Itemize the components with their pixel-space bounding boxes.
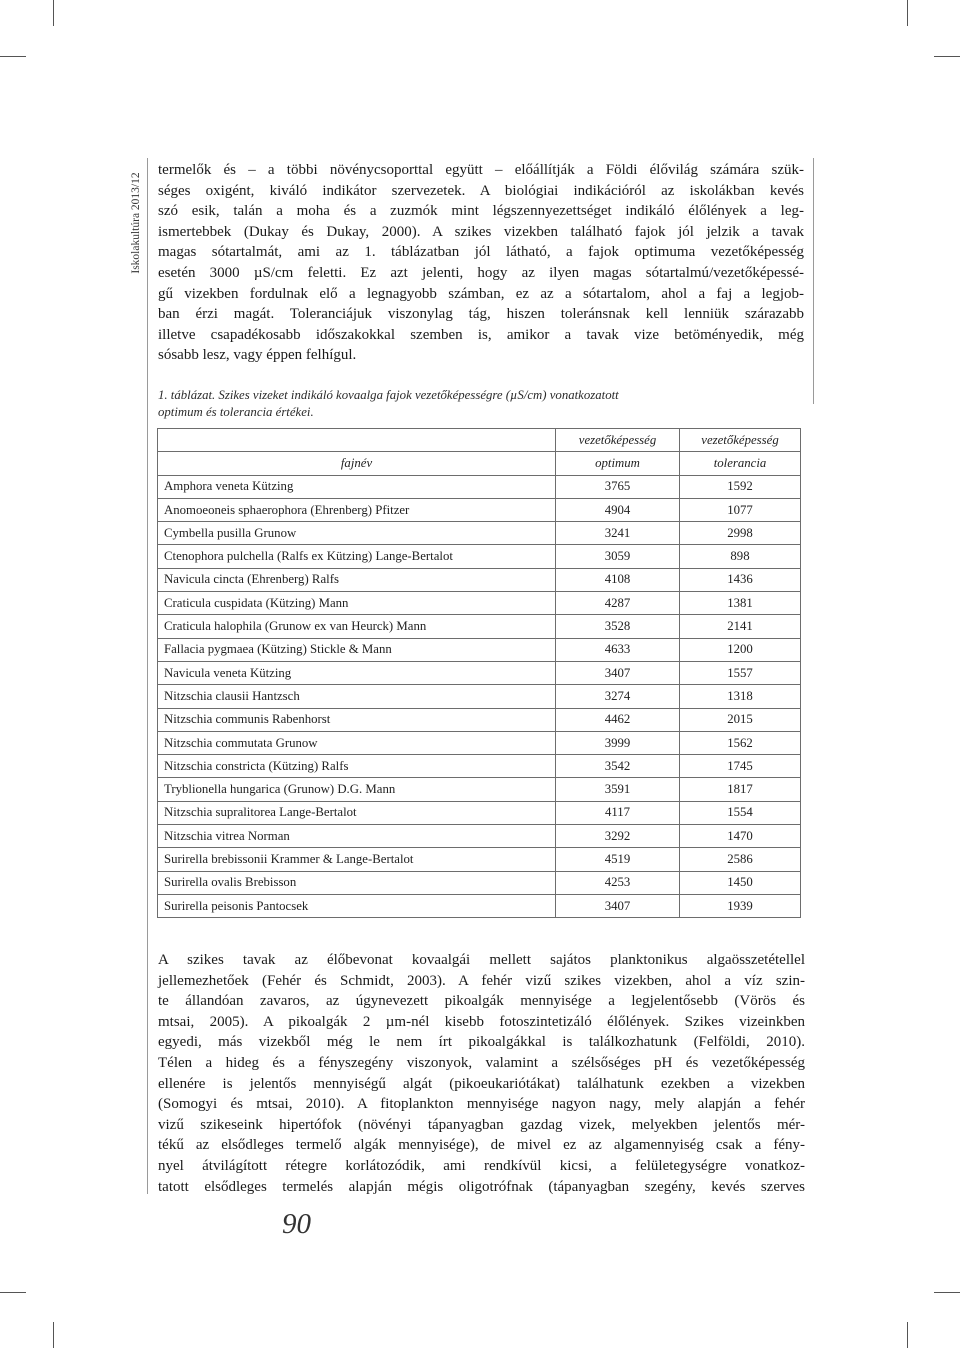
- tolerance-cell: 1554: [680, 801, 801, 824]
- text-line: ellenére is jelentős mennyiségű algát (pikoeukariótákat) találhatunk ezekben a vizekben: [158, 1075, 805, 1092]
- tolerance-cell: 1436: [680, 568, 801, 591]
- text-line: vizű szikeseink hipertófok (növényi tápanyagban gazdag vizek, melyekben jelentős mér-: [158, 1116, 805, 1133]
- optimum-cell: 4904: [556, 498, 680, 521]
- species-cell: Nitzschia commutata Grunow: [158, 731, 556, 754]
- tolerance-cell: 2015: [680, 708, 801, 731]
- tolerance-cell: 2998: [680, 522, 801, 545]
- page-number: 90: [282, 1208, 311, 1240]
- table-row: [158, 708, 801, 731]
- header-cell-tolerance: tolerancia: [680, 452, 801, 475]
- tolerance-cell: 1557: [680, 661, 801, 684]
- optimum-cell: 3542: [556, 755, 680, 778]
- crop-mark: [53, 0, 54, 26]
- species-cell: Amphora veneta Kützing: [158, 475, 556, 498]
- tolerance-cell: 1592: [680, 475, 801, 498]
- optimum-cell: 3407: [556, 661, 680, 684]
- tolerance-cell: 1939: [680, 894, 801, 917]
- optimum-cell: 4287: [556, 592, 680, 615]
- optimum-cell: 3241: [556, 522, 680, 545]
- species-cell: Navicula veneta Kützing: [158, 661, 556, 684]
- tolerance-cell: 1077: [680, 498, 801, 521]
- header-cell: [158, 429, 556, 452]
- text-line: gű vizekben fordulnak elő a legnagyobb számban, ez az a sótartalom, ahol a faj a legjob-: [158, 285, 804, 302]
- table-header-row: [158, 452, 801, 475]
- species-cell: Tryblionella hungarica (Grunow) D.G. Mann: [158, 778, 556, 801]
- tolerance-cell: 2141: [680, 615, 801, 638]
- tolerance-cell: 1817: [680, 778, 801, 801]
- crop-mark: [934, 1292, 960, 1293]
- crop-mark: [907, 1322, 908, 1348]
- paragraph-intro: [158, 160, 804, 366]
- table-row: [158, 568, 801, 591]
- species-cell: Cymbella pusilla Grunow: [158, 522, 556, 545]
- species-cell: Surirella brebissonii Krammer & Lange-Bertalot: [158, 848, 556, 871]
- species-cell: Surirella ovalis Brebisson: [158, 871, 556, 894]
- text-line: nyel átvilágított rétegre korlátozódik, ami rendkívül kicsi, a felületegységre vonatkoz-: [158, 1157, 805, 1174]
- running-head: [130, 158, 142, 288]
- running-head-text: Iskolakultúra 2013/12: [130, 172, 142, 274]
- optimum-cell: 3292: [556, 825, 680, 848]
- tolerance-cell: 1470: [680, 825, 801, 848]
- tolerance-cell: 1745: [680, 755, 801, 778]
- text-line: séges oxigént, kiváló indikátor szervezetek. A biológiai indikációról az iskolákban kevés: [158, 182, 804, 199]
- crop-mark: [53, 1322, 54, 1348]
- header-cell-species: fajnév: [158, 452, 556, 475]
- text-line: (Somogyi és mtsai, 2010). A fitoplankton mennyisége nagyon nagy, mely alapján a fehér: [158, 1096, 805, 1113]
- header-cell: vezetőképesség: [680, 429, 801, 452]
- species-cell: Navicula cincta (Ehrenberg) Ralfs: [158, 568, 556, 591]
- paragraph-plankton: [158, 950, 805, 1197]
- table-row: [158, 545, 801, 568]
- text-line: mtsai, 2005). A pikoalgák 2 µm-nél kisebb fotoszintetizáló élőlények. Szikes vizeinkben: [158, 1013, 805, 1030]
- text-line: tékű az elsődleges termelő algák mennyisége), de mivel ez az algamennyiség csak a fény-: [158, 1137, 805, 1154]
- species-cell: Anomoeoneis sphaerophora (Ehrenberg) Pfitzer: [158, 498, 556, 521]
- species-cell: Craticula halophila (Grunow ex van Heurck) Mann: [158, 615, 556, 638]
- table-row: [158, 731, 801, 754]
- optimum-cell: 4108: [556, 568, 680, 591]
- text-line: termelők és – a többi növénycsoporttal együtt – előállítják a Földi élővilág számára szük-: [158, 162, 804, 178]
- crop-mark: [0, 56, 26, 57]
- table-row: [158, 615, 801, 638]
- header-cell-optimum: optimum: [556, 452, 680, 475]
- crop-mark: [0, 1292, 26, 1293]
- table-row: [158, 848, 801, 871]
- margin-rule: [813, 158, 814, 404]
- tolerance-cell: 1200: [680, 638, 801, 661]
- text-line: sósabb lesz, vagy éppen felhígul.: [158, 347, 357, 364]
- table-row: [158, 778, 801, 801]
- optimum-cell: 3059: [556, 545, 680, 568]
- species-cell: Surirella peisonis Pantocsek: [158, 894, 556, 917]
- caption-line: optimum és tolerancia értékei.: [158, 405, 314, 419]
- table-row: [158, 522, 801, 545]
- species-cell: Nitzschia supralitorea Lange-Bertalot: [158, 801, 556, 824]
- table-row: [158, 661, 801, 684]
- tolerance-cell: 2586: [680, 848, 801, 871]
- tolerance-cell: 1450: [680, 871, 801, 894]
- text-line: tatott elsődleges termelés alapján mégis oligotrófnak (tápanyagban szegény, kevés szerves: [158, 1178, 805, 1195]
- species-cell: Ctenophora pulchella (Ralfs ex Kützing) Lange-Bertalot: [158, 545, 556, 568]
- optimum-cell: 3999: [556, 731, 680, 754]
- text-line: magas sótartalmát, ami az 1. táblázatban jól látható, a fajok optimuma vezetőképesség: [158, 244, 804, 261]
- text-line: illetve csapadékosabb időszakokkal szemben is, amikor a tavak vize betöményedik, még: [158, 326, 804, 343]
- species-cell: Nitzschia vitrea Norman: [158, 825, 556, 848]
- text-line: te állandóan zavaros, az úgynevezett pikoalgák mennyisége a legjelentősebb (Vörös és: [158, 993, 805, 1010]
- optimum-cell: 4253: [556, 871, 680, 894]
- optimum-cell: 4462: [556, 708, 680, 731]
- table-header-row: [158, 429, 801, 452]
- optimum-cell: 3528: [556, 615, 680, 638]
- header-cell: vezetőképesség: [556, 429, 680, 452]
- optimum-cell: 3765: [556, 475, 680, 498]
- optimum-cell: 4519: [556, 848, 680, 871]
- text-line: jellemezhetőek (Fehér és Schmidt, 2003). A fehér vizű szikes vizekben, ahol a víz szin-: [158, 972, 805, 989]
- tolerance-cell: 1318: [680, 685, 801, 708]
- text-line: ismertebbek (Dukay és Dukay, 2000). A szikes vizekben található fajok jól jelzik a tavak: [158, 223, 804, 240]
- species-cell: Nitzschia constricta (Kützing) Ralfs: [158, 755, 556, 778]
- text-line: esetén 3000 µS/cm feletti. Ez azt jelenti, hogy az ilyen magas sótartalmú/vezetőképessé-: [158, 264, 804, 281]
- table-row: [158, 825, 801, 848]
- species-cell: Nitzschia communis Rabenhorst: [158, 708, 556, 731]
- table-row: [158, 498, 801, 521]
- caption-line: 1. táblázat. Szikes vizeket indikáló kovaalga fajok vezetőképességre (µS/cm) vonatkozatott: [158, 388, 619, 402]
- margin-rule: [147, 158, 148, 1194]
- table-row: [158, 801, 801, 824]
- optimum-cell: 4633: [556, 638, 680, 661]
- table-row: [158, 685, 801, 708]
- tolerance-cell: 898: [680, 545, 801, 568]
- table-row: [158, 638, 801, 661]
- table-row: [158, 894, 801, 917]
- table-row: [158, 475, 801, 498]
- optimum-cell: 3591: [556, 778, 680, 801]
- optimum-cell: 3407: [556, 894, 680, 917]
- optimum-cell: 4117: [556, 801, 680, 824]
- text-line: Télen a hideg és a fényszegény viszonyok, valamint a szélsőséges pH és vezetőképesség: [158, 1054, 805, 1071]
- species-table: [157, 428, 801, 918]
- table-row: [158, 755, 801, 778]
- species-cell: Craticula cuspidata (Kützing) Mann: [158, 592, 556, 615]
- tolerance-cell: 1381: [680, 592, 801, 615]
- crop-mark: [934, 56, 960, 57]
- text-line: A szikes tavak az élőbevonat kovaalgái mellett sajátos planktonikus algaösszetétellel: [158, 952, 805, 968]
- tolerance-cell: 1562: [680, 731, 801, 754]
- optimum-cell: 3274: [556, 685, 680, 708]
- species-cell: Fallacia pygmaea (Kützing) Stickle & Mann: [158, 638, 556, 661]
- table-row: [158, 592, 801, 615]
- table-row: [158, 871, 801, 894]
- crop-mark: [907, 0, 908, 26]
- table-caption: [158, 387, 619, 421]
- text-line: egyedi, más vizekből még le nem írt pikoalgákkal is találkozhatunk (Felföldi, 2010).: [158, 1034, 805, 1051]
- text-line: szó esik, talán a moha és a zuzmók mint légszennyezettséget indikáló élőlények a leg-: [158, 203, 804, 220]
- text-line: ban érzi magát. Toleranciájuk viszonylag tág, hiszen toleránsnak kell lenniük szárazabb: [158, 306, 804, 323]
- species-cell: Nitzschia clausii Hantzsch: [158, 685, 556, 708]
